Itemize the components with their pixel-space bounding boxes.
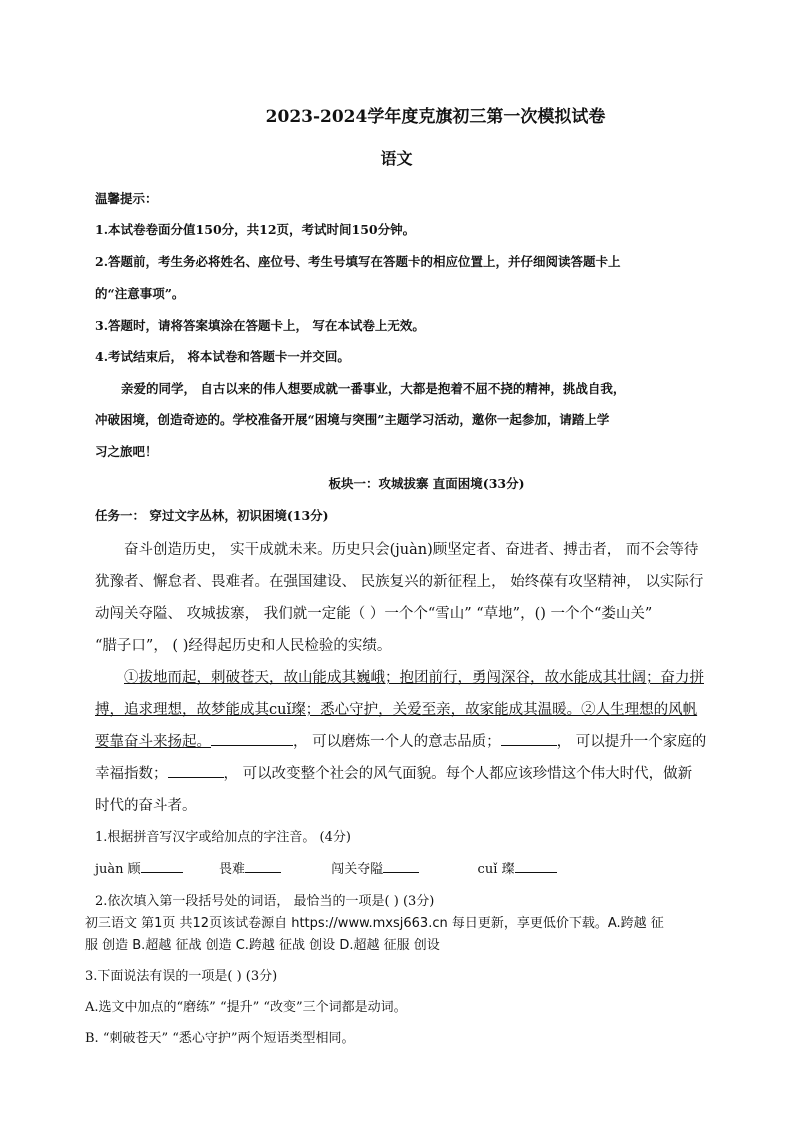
question-1-items	[95, 858, 557, 877]
passage-p2-rest-a: ， 可以磨炼一个人的意志品质；	[293, 734, 501, 750]
passage-p2-underlined-end: 要靠奋斗来扬起。	[95, 734, 211, 750]
q1-blank-3	[383, 859, 419, 873]
footer-source-line: 初三语文 第1页 共12页该试卷源自 https://www.mxsj663.cn 每日更新，享更低价下载。A.跨越 征	[85, 916, 664, 931]
subject-title: 语文	[380, 149, 413, 168]
q1-blank-4	[515, 859, 557, 873]
notice-item-1: 1.本试卷卷面分值150分，共12页，考试时间150分钟。	[95, 222, 416, 237]
passage-p2-rest-b: ， 可以提升一个家庭的	[556, 734, 707, 750]
answer-blank-1	[211, 731, 293, 747]
q1-item-2: 畏难	[218, 862, 245, 877]
passage-p1-line-2: 犹豫者、懈怠者、畏难者。在强国建设、 民族复兴的新征程上， 始终葆有攻坚精神， 以实际行	[95, 574, 704, 590]
task-heading: 任务一： 穿过文字丛林，初识困境(13分)	[95, 508, 329, 523]
question-3-option-b: B. “刺破苍天” “悉心守护”两个短语类型相同。	[85, 1031, 355, 1046]
passage-p1-line-1: 奋斗创造历史， 实干成就未来。历史只会(juàn)顾坚定者、奋进者、搏击者， 而不会等待	[124, 542, 699, 558]
answer-blank-3	[168, 763, 224, 779]
notice-item-4: 4.考试结束后， 将本试卷和答题卡一并交回。	[95, 349, 350, 364]
section-heading: 板块一：攻城拔寨 直面困境(33分)	[328, 476, 525, 491]
question-1: 1.根据拼音写汉字或给加点的字注音。 (4分)	[95, 830, 351, 845]
passage-p3-b: ， 可以改变整个社会的风气面貌。每个人都应该珍惜这个伟大时代，做新	[223, 766, 693, 782]
q1-item-3: 闯关夺隘	[331, 862, 384, 877]
q1-item-4: cuǐ 璨	[477, 862, 515, 877]
question-3: 3.下面说法有误的一项是( ) (3分)	[85, 969, 278, 984]
passage-p2-line-3	[95, 730, 706, 751]
passage-p1-line-3: 动闯关夺隘、 攻城拔寨， 我们就一定能（ ）一个个“雪山” “草地”，() 一个个“娄山关”	[95, 606, 653, 622]
intro-line-2: 冲破困境，创造奇迹的。学校准备开展“困境与突围”主题学习活动，邀你一起参加，请踏上学	[95, 412, 610, 427]
passage-p4-line: 时代的奋斗者。	[95, 798, 197, 814]
passage-p3-line	[95, 762, 692, 783]
q1-blank-1	[141, 859, 183, 873]
answer-blank-2	[501, 731, 557, 747]
q1-item-1: juàn 顾	[95, 862, 141, 877]
notice-item-2-cont: 的“注意事项”。	[95, 286, 185, 301]
intro-line-3: 习之旅吧！	[95, 444, 158, 459]
intro-line-1: 亲爱的同学， 自古以来的伟人想要成就一番事业，大都是抱着不屈不挠的精神，挑战自我，	[121, 381, 626, 396]
notice-item-3: 3.答题时，请将答案填涂在答题卡上， 写在本试卷上无效。	[95, 318, 425, 333]
notice-heading: 温馨提示：	[95, 191, 158, 206]
question-2: 2.依次填入第一段括号处的词语， 最恰当的一项是( ) (3分)	[95, 894, 435, 909]
q1-blank-2	[245, 859, 281, 873]
passage-p3-a: 幸福指数；	[95, 766, 168, 782]
passage-p2-line-2: 搏，追求理想，故梦能成其cuǐ璨；悉心守护，关爱至亲，故家能成其温暖。②人生理想的风帆	[95, 702, 698, 718]
question-2-options: 服 创造 B.超越 征战 创造 C.跨越 征战 创设 D.超越 征服 创设	[85, 938, 440, 953]
passage-p2-line-1: ①拔地而起，刺破苍天，故山能成其巍峨；抱团前行，勇闯深谷，故水能成其壮阔；奋力拼	[124, 670, 704, 686]
passage-p1-line-4: “腊子口”， ( )经得起历史和人民检验的实绩。	[95, 638, 392, 654]
notice-item-2: 2.答题前，考生务必将姓名、座位号、考生号填写在答题卡的相应位置上，并仔细阅读答题卡上	[95, 254, 621, 269]
question-3-option-a: A.选文中加点的“磨练” “提升” “改变”三个词都是动词。	[85, 1000, 407, 1015]
exam-title: 2023-2024学年度克旗初三第一次模拟试卷	[265, 107, 606, 127]
